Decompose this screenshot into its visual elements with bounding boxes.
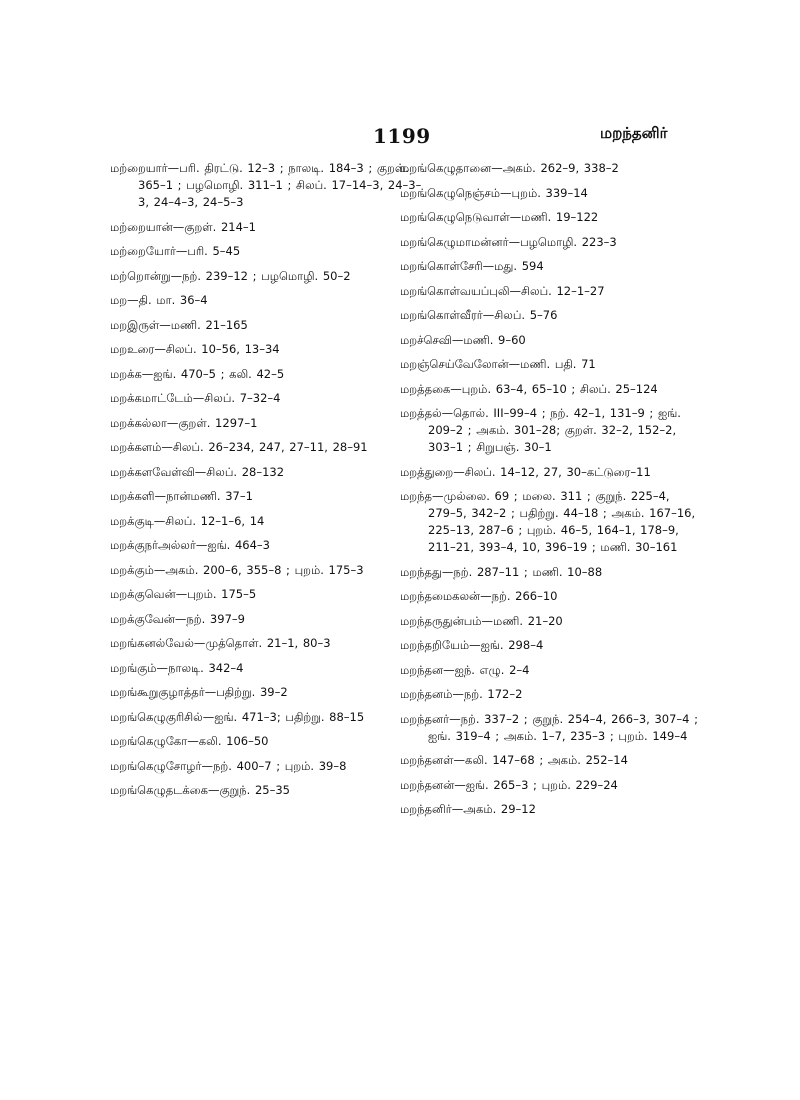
- index-entry: மறக்களி—நான்மணி. 37–1: [110, 489, 253, 503]
- index-entry: மறச்செவி—மணி. 9–60: [400, 332, 526, 347]
- index-entry: மறங்கூறுகுழாத்தர்—பதிற்று. 39–2: [110, 685, 288, 699]
- index-entry: மறந்தனர்—நற். 337–2 ; குறுந். 254–4, 266–3, 307–4 ; ஐங். 319–4 ; அகம். 1–7, 235–3 ; புறம். 149–4: [400, 711, 698, 743]
- index-entry: மறந்தனம்—நற். 172–2: [400, 687, 523, 701]
- index-entry: மறஇருள்—மணி. 21–165: [110, 317, 248, 332]
- index-entry: மற்றையோர்—பரி. 5–45: [110, 244, 241, 258]
- index-entry: மறங்கெழுதடக்கை—குறுந். 25–35: [110, 783, 290, 797]
- index-entry: மறங்கொள்வீரர்—சிலப். 5–76: [400, 308, 558, 322]
- index-entry: மறங்கெழுகோ—கலி. 106–50: [110, 734, 269, 748]
- index-entry: மறங்கெழுகுரிசில்—ஐங். 471–3; பதிற்று. 88–15: [110, 709, 365, 724]
- index-entry: மறங்கொள்வயப்புலி—சிலப். 12–1–27: [400, 283, 605, 298]
- index-entry: மற்றொன்று—நற். 239–12 ; பழமொழி. 50–2: [110, 268, 351, 283]
- index-entry: மறந்தறியேம்—ஐங். 298–4: [400, 638, 544, 652]
- index-entry: மறங்கும்—நாலடி. 342–4: [110, 660, 244, 675]
- index-entry: மறத்தகை—புறம். 63–4, 65–10 ; சிலப். 25–124: [400, 381, 658, 396]
- index-entry: மறஉரை—சிலப். 10–56, 13–34: [110, 342, 280, 356]
- index-entry: மறத்தல்—தொல். III–99–4 ; நற். 42–1, 131–9 ; ஐங். 209–2 ; அகம். 301–28; குறள். 32–2, 152–2, 303–1 ; சிறுபஞ். 30–1: [400, 406, 681, 454]
- index-entry: மறத்துறை—சிலப். 14–12, 27, 30–கட்டுரை–11: [400, 464, 651, 479]
- index-entry: மறங்கெழுசோழர்—நற். 400–7 ; புறம். 39–8: [110, 758, 347, 773]
- index-entry: மறந்த—முல்லை. 69 ; மலை. 311 ; குறுந். 225–4, 279–5, 342–2 ; பதிற்று. 44–18 ; அகம். 167–16, 225–13, 287–6 ; புறம். 46–5, 164–1, 178–9, 211–21, 393–4, 10, 396–19 ; மணி. 30–161: [400, 489, 696, 554]
- index-entry: மறங்கனல்வேல்—முத்தொள். 21–1, 80–3: [110, 636, 331, 650]
- index-entry: மறந்தனிர்—அகம். 29–12: [400, 802, 536, 816]
- index-entry: மறந்தன—ஐந். எழு. 2–4: [400, 662, 530, 677]
- index-entry: மற்றையார்—பரி. திரட்டு. 12–3 ; நாலடி. 184–3 ; குறள். 365–1 ; பழமொழி. 311–1 ; சிலப். 17–14–3, 24–3–3, 24–4–3, 24–5–3: [110, 161, 422, 209]
- index-entry: மறந்தனள்—கலி. 147–68 ; அகம். 252–14: [400, 753, 628, 767]
- index-entry: மறக்குநர்அல்லர்—ஐங். 464–3: [110, 538, 270, 552]
- index-entry: மறக்குவேன்—நற். 397–9: [110, 611, 245, 626]
- index-entry: மறங்கெழுநெடுவாள்—மணி. 19–122: [400, 210, 599, 224]
- running-head: மறந்தனிர்: [600, 124, 668, 142]
- right-column: [400, 160, 700, 826]
- page-number: 1199: [373, 124, 431, 148]
- index-entry: மறக்களவேள்வி—சிலப். 28–132: [110, 464, 285, 479]
- index-entry: மறக்கமாட்டேம்—சிலப். 7–32–4: [110, 391, 281, 405]
- index-entry: மறங்கெழுமாமன்னர்—பழமொழி. 223–3: [400, 234, 617, 249]
- index-entry: மறந்தனன்—ஐங். 265–3 ; புறம். 229–24: [400, 777, 618, 792]
- index-entry: மறங்கெழுதானை—அகம். 262–9, 338–2: [400, 161, 619, 175]
- index-entry: மறந்தது—நற். 287–11 ; மணி. 10–88: [400, 564, 603, 579]
- index-entry: மறக்குடி—சிலப். 12–1–6, 14: [110, 513, 265, 528]
- index-entry: மற்றையான்—குறள். 214–1: [110, 219, 256, 234]
- index-entry: மறஞ்செய்வேலோன்—மணி. பதி. 71: [400, 357, 596, 371]
- index-entry: மறக்க—ஐங். 470–5 ; கலி. 42–5: [110, 366, 285, 381]
- index-entry: மற—தி. மா. 36–4: [110, 293, 208, 307]
- index-entry: மறங்கெழுநெஞ்சம்—புறம். 339–14: [400, 185, 588, 200]
- index-entry: மறந்தமைகலன்—நற். 266–10: [400, 589, 558, 603]
- index-entry: மறக்கல்லா—குறள். 1297–1: [110, 415, 258, 430]
- index-entry: மறக்குவென்—புறம். 175–5: [110, 587, 257, 601]
- index-entry: மறக்கும்—அகம். 200–6, 355–8 ; புறம். 175–3: [110, 562, 364, 577]
- index-entry: மறந்தருதுன்பம்—மணி. 21–20: [400, 613, 563, 628]
- index-entry: மறங்கொள்சேரி—மது. 594: [400, 259, 544, 273]
- left-column: [110, 160, 425, 807]
- index-entry: மறக்களம்—சிலப். 26–234, 247, 27–11, 28–91: [110, 440, 368, 454]
